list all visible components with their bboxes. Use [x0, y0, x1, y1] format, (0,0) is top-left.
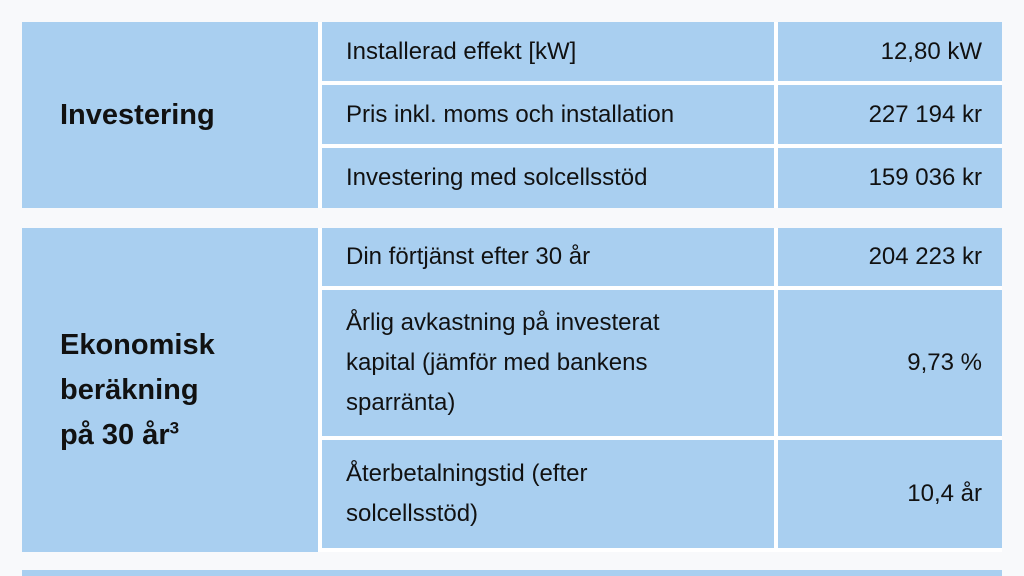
- row-value: 159 036 kr: [778, 148, 1002, 208]
- row-description: [322, 290, 774, 436]
- economic-rows: [318, 228, 1002, 552]
- row-description: [322, 440, 774, 548]
- table-row: [318, 22, 1002, 81]
- investment-label-cell: [22, 22, 318, 208]
- table-row: [318, 290, 1002, 436]
- row-value: 9,73 %: [778, 290, 1002, 436]
- row-value: 227 194 kr: [778, 85, 1002, 144]
- economic-label-line: [60, 413, 215, 458]
- investment-label: Investering: [60, 98, 215, 131]
- economic-label-line: Ekonomisk: [60, 328, 215, 361]
- row-description: Investering med solcellsstöd: [322, 148, 774, 208]
- row-description: Pris inkl. moms och installation: [322, 85, 774, 144]
- footnote-marker: 3: [169, 417, 180, 437]
- row-description-line: sparränta): [346, 389, 456, 416]
- economic-section: [22, 228, 1002, 552]
- row-description: Din förtjänst efter 30 år: [322, 228, 774, 286]
- economic-label-text: på 30 år: [60, 418, 170, 451]
- row-description-line: solcellsstöd): [346, 500, 479, 527]
- investment-rows: [318, 22, 1002, 208]
- row-description-line: kapital (jämför med bankens: [346, 349, 648, 376]
- next-section-edge: [22, 570, 1002, 576]
- economic-label-cell: [22, 228, 318, 552]
- row-value: 12,80 kW: [778, 22, 1002, 81]
- row-value: 204 223 kr: [778, 228, 1002, 286]
- table-row: [318, 85, 1002, 144]
- table-row: [318, 148, 1002, 208]
- economic-label: [60, 323, 215, 458]
- row-value: 10,4 år: [778, 440, 1002, 548]
- table-row: [318, 228, 1002, 286]
- row-description: Installerad effekt [kW]: [322, 22, 774, 81]
- economic-label-line: beräkning: [60, 373, 199, 406]
- table-row: [318, 440, 1002, 548]
- row-description-line: Återbetalningstid (efter: [346, 460, 588, 487]
- row-description-line: Årlig avkastning på investerat: [346, 309, 660, 336]
- investment-section: [22, 22, 1002, 208]
